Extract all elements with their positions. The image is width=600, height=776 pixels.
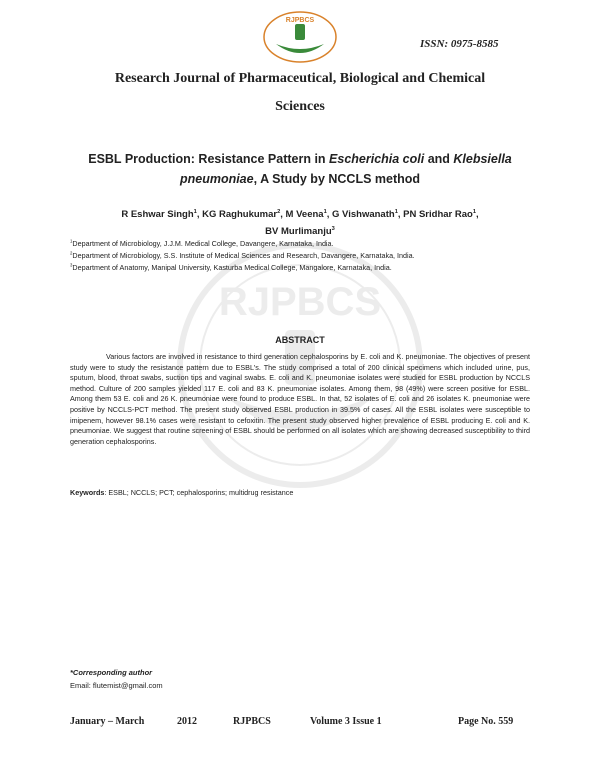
author-email: Email: flutemist@gmail.com: [70, 681, 163, 690]
affiliation: $^3$Department of Anatomy, Manipal University, Kasturba Medical College, Mangalore, Karnataka, India.: [70, 262, 392, 272]
affiliation: $^2$Department of Microbiology, S.S. Institute of Medical Sciences and Research, Davangere, Karnataka, India.: [70, 250, 415, 260]
footer-page: Page No. 559: [458, 716, 514, 727]
keywords: Keywords: ESBL; NCCLS; PCT; cephalosporins; multidrug resistance: [70, 488, 294, 497]
abstract-body: Various factors are involved in resistance to third generation cephalosporins by E. coli and K. pneumoniae. The objectives of present study were to study the resistance pattern due to ESBL's. The study comprised a total of 200 clinical specimens which included urine, pus, sputum, blood, throat swabs, suction tips and vaginal swabs. E. coli and K. pneumoniae isolates were studied for ESBL production by NCCLS method. Culture of 200 samples yielded 117 E. coli and 83 K. pneumoniae isolates. Among them, 98 (49%) were screen positive for ESBL. Among them 53 E. coli and 26 K. pneumoniae were found to produce ESBL. In that, 52 isolates of E. coli and 26 isolates K. pneumoniae were positive by NCCLS-PCT method. The present study observed ESBL production in 39.5% of cases. All the ESBL isolates were susceptible to imipenem, however 98.1% cases were resistant to cefoxitin. The present study observed higher prevalence of ESBL producing E. coli and K. pneumoniae. We suggest that routine screening of ESBL should be performed on all isolates which are showing decreased susceptibility to third generation cephalosporins.: [70, 352, 530, 446]
watermark-text: RJPBCS: [218, 280, 382, 324]
organism-pneumoniae: pneumoniae: [179, 172, 254, 186]
organism-klebsiella: Klebsiella: [453, 152, 512, 166]
corresponding-author-label: *Corresponding author: [70, 668, 153, 677]
author-list: R Eshwar Singh$^1$, KG Raghukumar$^2$, M Veena$^1$, G Vishwanath$^1$, PN Sridhar Rao$^1$, BV Murlimanju$^3$: [121, 208, 479, 237]
footer-volume: Volume 3 Issue 1: [310, 716, 382, 727]
affiliation: $^1$Department of Microbiology, J.J.M. Medical College, Davangere, Karnataka, India.: [70, 238, 334, 248]
rjpbcs-logo: [262, 10, 338, 64]
footer-journal: RJPBCS: [233, 716, 271, 727]
footer-period: January – March: [70, 716, 145, 727]
issn: ISSN: 0975-8585: [420, 38, 499, 50]
journal-title-line2: Sciences: [275, 99, 325, 114]
journal-title-line1: Research Journal of Pharmaceutical, Biological and Chemical: [114, 71, 486, 86]
abstract-heading: ABSTRACT: [275, 335, 325, 345]
keywords-label: Keywords: [70, 488, 105, 497]
article-title: ESBL Production: Resistance Pattern in Escherichia coli and Klebsiella pneumoniae, A Study by NCCLS method: [88, 152, 512, 186]
organism-ecoli: Escherichia coli: [329, 152, 425, 166]
footer-year: 2012: [177, 716, 197, 727]
logo-text: RJPBCS: [285, 17, 315, 24]
